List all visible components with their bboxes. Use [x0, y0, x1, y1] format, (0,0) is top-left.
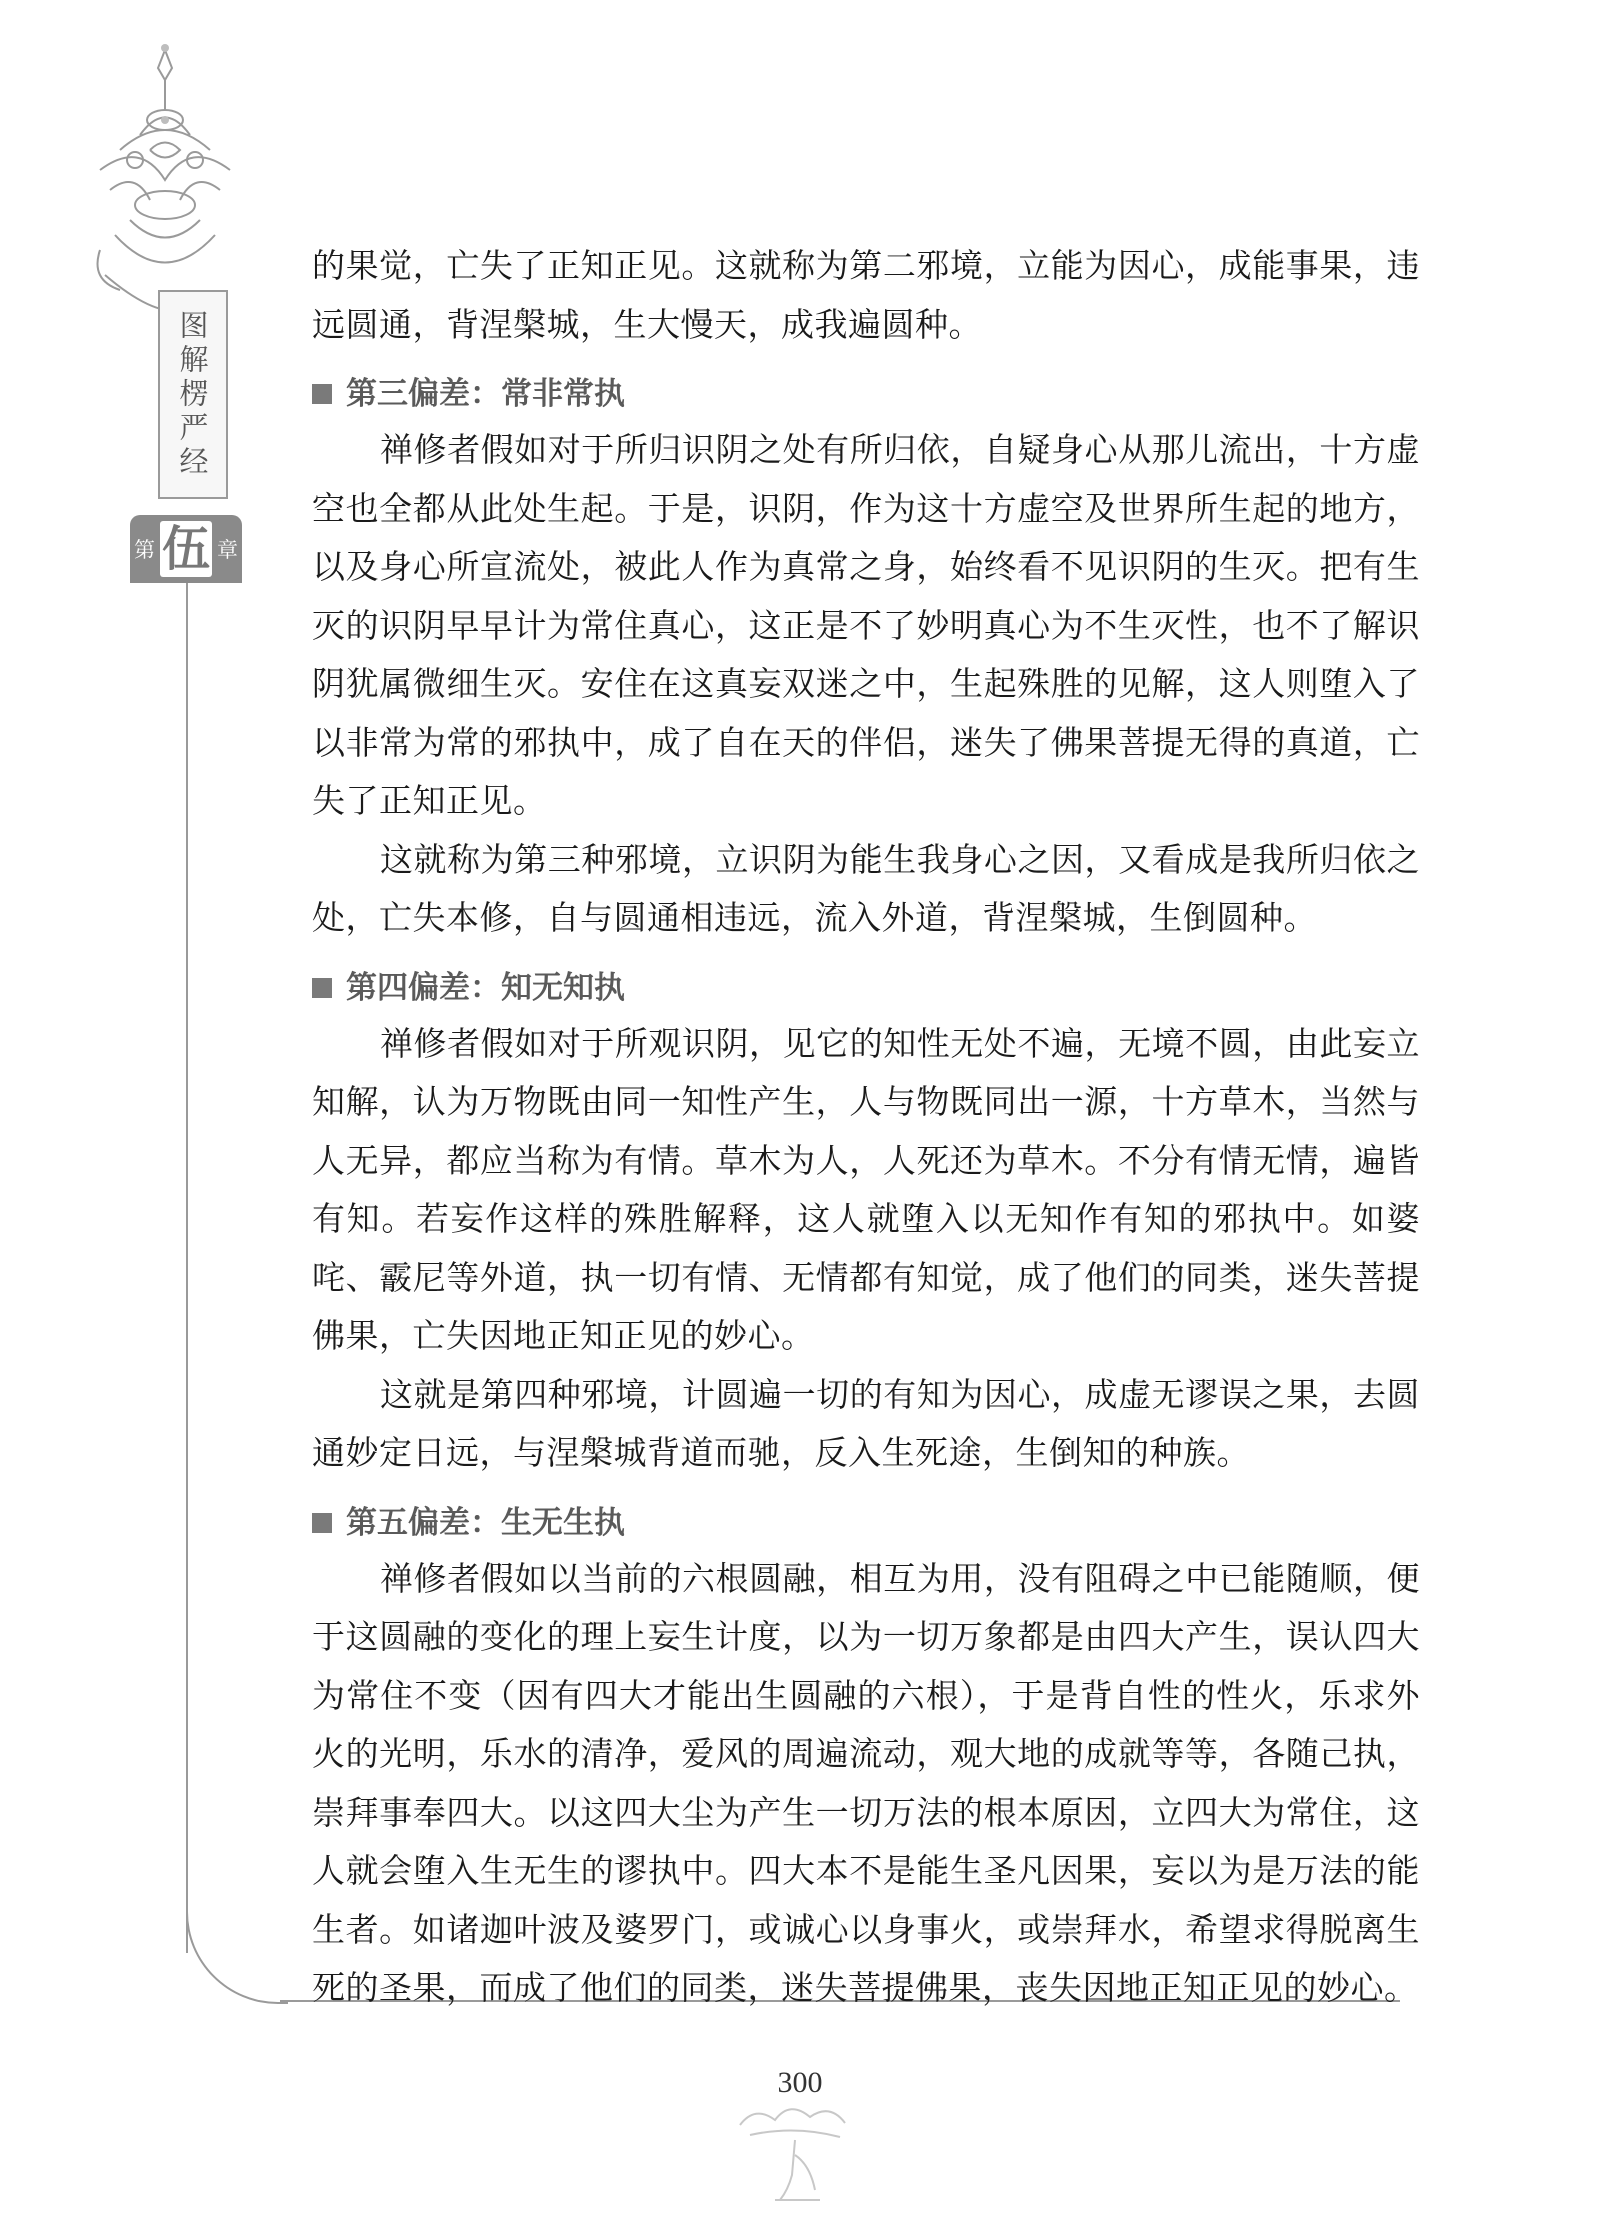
section-heading [312, 1496, 1420, 1550]
section-heading-text: 第三偏差：常非常执 [346, 376, 625, 412]
lotus-vajra-ornament [80, 40, 250, 320]
square-bullet-icon [312, 384, 332, 404]
paragraph: 的果觉，亡失了正知正见。这就称为第二邪境，立能为因心，成能事果，违远圆通，背涅槃城，生大慢天，成我遍圆种。 [312, 246, 1420, 344]
chapter-suffix: 章 [217, 538, 238, 562]
paragraph: 禅修者假如对于所归识阴之处有所归依，自疑身心从那儿流出，十方虚空也全都从此处生起。于是，识阴，作为这十方虚空及世界所生起的地方，以及身心所宣流处，被此人作为真常之身，始终看不见识阴的生灭。把有生灭的识阴早早计为常住真心，这正是不了妙明真心为不生灭性，也不了解识阴犹属微细生灭。安住在这真妄双迷之中，生起殊胜的见解，这人则堕入了以非常为常的邪执中，成了自在天的伴侣，迷失了佛果菩提无得的真道，亡失了正知正见。 [312, 430, 1420, 820]
page-number: 300 [777, 2066, 823, 2099]
paragraph: 禅修者假如对于所观识阴，见它的知性无处不遍，无境不圆，由此妄立知解，认为万物既由同一知性产生，人与物既同出一源，十方草木，当然与人无异，都应当称为有情。草木为人，人死还为草木。不分有情无情，遍皆有知。若妄作这样的殊胜解释，这人就堕入以无知作有知的邪执中。如婆咤、霰尼等外道，执一切有情、无情都有知觉，成了他们的同类，迷失菩提佛果，亡失因地正知正见的妙心。 [312, 1023, 1420, 1355]
side-title-box [158, 290, 228, 499]
book-title: 图解楞严经 [175, 309, 210, 480]
chapter-prefix: 第 [134, 538, 155, 562]
sidebar-rule [186, 583, 188, 1953]
square-bullet-icon [312, 978, 332, 998]
square-bullet-icon [312, 1513, 332, 1533]
paragraph: 这就称为第三种邪境，立识阴为能生我身心之因，又看成是我所归依之处，亡失本修，自与圆通相违远，流入外道，背涅槃城，生倒圆种。 [312, 839, 1420, 937]
paragraph: 禅修者假如以当前的六根圆融，相互为用，没有阻碍之中已能随顺，便于这圆融的变化的理上妄生计度，以为一切万象都是由四大产生，误认四大为常住不变（因有四大才能出生圆融的六根），于是背自性的性火，乐求外火的光明，乐水的清净，爱风的周遍流动，观大地的成就等等，各随己执，崇拜事奉四大。以这四大尘为产生一切万法的根本原因，立四大为常住，这人就会堕入生无生的谬执中。四大本不是能生圣凡因果，妄以为是万法的能生者。如诸迦叶波及婆罗门，或诚心以身事火，或崇拜水，希望求得脱离生死的圣果，而成了他们的同类，迷失菩提佛果，丧失因地正知正见的妙心。 [312, 1558, 1420, 2007]
section-heading [312, 367, 1420, 421]
body-text [312, 237, 1420, 2018]
section-heading [312, 961, 1420, 1015]
paragraph: 这就是第四种邪境，计圆遍一切的有知为因心，成虚无谬误之果，去圆通妙定日远，与涅槃城背道而驰，反入生死途，生倒知的种族。 [312, 1374, 1420, 1472]
chapter-tab [130, 515, 242, 583]
chapter-number: 伍 [161, 521, 210, 577]
corner-curve [186, 1910, 288, 2004]
cloud-tree-ornament [720, 2095, 870, 2205]
section-heading-text: 第五偏差：生无生执 [346, 1504, 625, 1541]
section-heading-text: 第四偏差：知无知执 [346, 969, 625, 1006]
